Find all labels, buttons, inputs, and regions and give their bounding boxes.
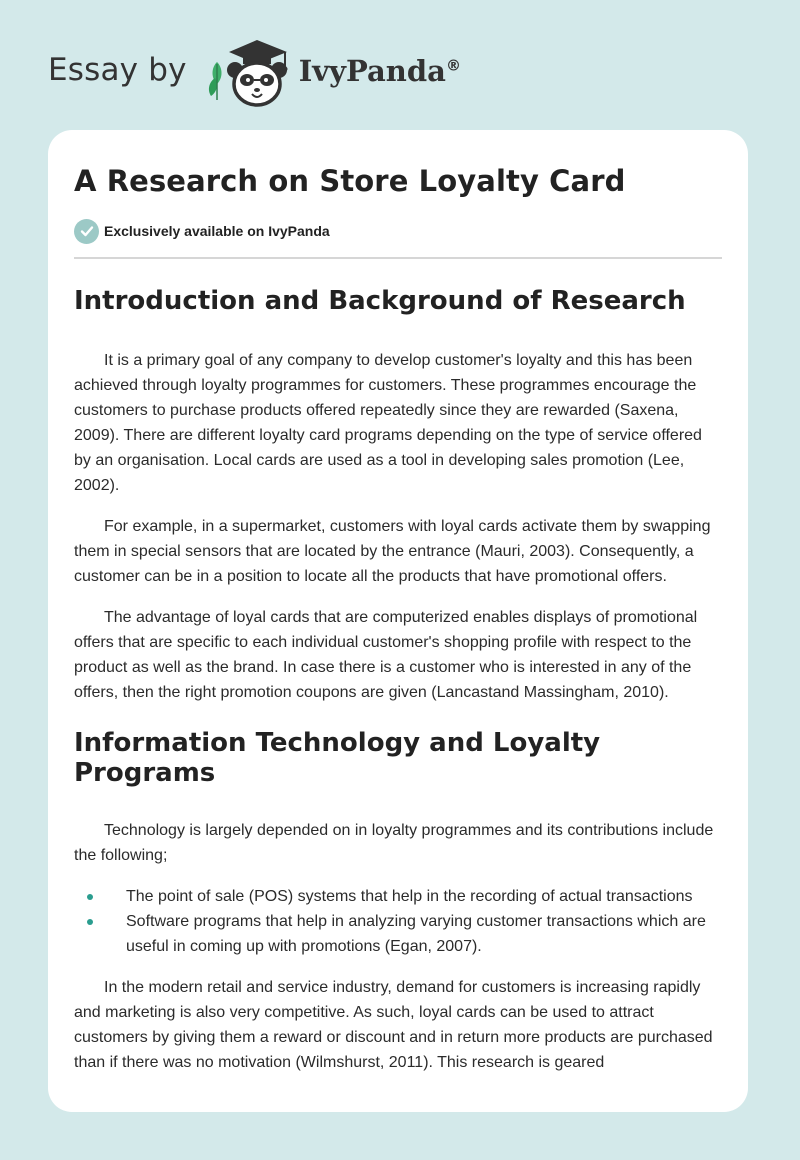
panda-logo-icon[interactable] [203,34,295,110]
list-item [74,909,722,959]
section-heading-introduction: Introduction and Background of Research [74,286,686,316]
divider [74,257,722,259]
list-item [74,884,722,909]
paragraph: Technology is largely depended on in loyalty programmes and its contributions include the following; [74,822,714,864]
paragraph: For example, in a supermarket, customers with loyal cards activate them by swapping them in special sensors that are located by the entrance (Mauri, 2003). Consequently, a customer can be in a position to locate all the products that have promotional offers. [74,518,711,585]
page-title: A Research on Store Loyalty Card [74,164,626,198]
paragraph: In the modern retail and service industry, demand for customers is increasing rapidly and marketing is also very competitive. As such, loyal cards can be used to attract customers by giving them a reward or discount and in return more products are purchased than if there was no motivation (Wilmshurst, 2011). This research is geared [74,979,713,1071]
bullet-dot-icon [87,894,93,900]
essay-card [48,130,748,1112]
paragraph: It is a primary goal of any company to develop customer's loyalty and this has been achieved through loyalty programmes for customers. These programmes encourage the customers to purchase products offered repeatedly since they are rewarded (Saxena, 2009). There are different loyalty card programs depending on the type of service offered by an organisation. Local cards are used as a tool in developing sales promotion (Lee, 2002). [74,352,702,494]
ivy-leaf-icon [209,62,222,100]
brand-name-text: IvyPanda [298,54,446,88]
section-heading-information-technology: Information Technology and Loyalty Programs [74,728,601,788]
brand-prefix: Essay by [48,52,187,88]
bullet-dot-icon [87,919,93,925]
brand-name[interactable] [299,54,461,88]
registered-mark: ® [445,56,461,75]
exclusive-badge [74,218,722,244]
list-item-text: The point of sale (POS) systems that help in the recording of actual transactions [126,888,693,905]
bullet-list [74,884,722,959]
exclusive-text: Exclusively available on IvyPanda [104,223,330,239]
site-header [48,34,461,110]
checkmark-icon [74,219,99,244]
list-item-text: Software programs that help in analyzing varying customer transactions which are useful in coming up with promotions (Egan, 2007). [126,913,706,955]
paragraph: The advantage of loyal cards that are computerized enables displays of promotional offers that are specific to each individual customer's shopping profile with respect to the product as well as the brand. In case there is a customer who is interested in any of the offers, then the right promotion coupons are given (Lancastand Massingham, 2010). [74,609,698,701]
